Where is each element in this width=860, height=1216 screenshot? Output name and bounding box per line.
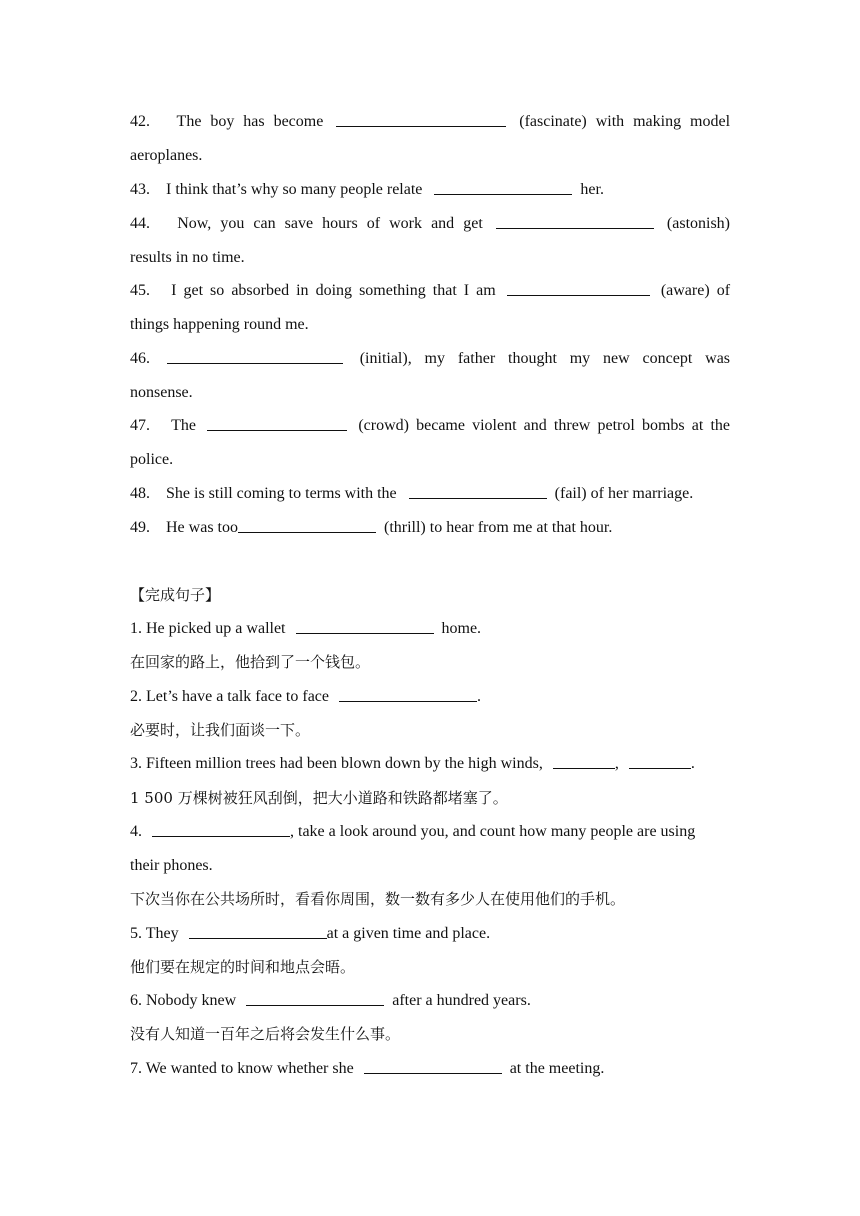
exercise-42 [130, 105, 730, 139]
sentence-text: . [477, 688, 481, 705]
answer-blank[interactable] [189, 937, 327, 939]
exercise-text: (thrill) to hear from me at that hour. [383, 519, 613, 536]
exercise-number: 43. [130, 181, 150, 198]
section-title: 【完成句子】 [130, 586, 221, 604]
exercise-text: (fascinate) with making model [519, 113, 731, 130]
sentence-text: their phones. [130, 857, 213, 874]
sentence-text: 7. We wanted to know whether she [130, 1060, 354, 1077]
exercise-text: things happening round me. [130, 316, 309, 333]
exercise-number: 46. [130, 350, 150, 367]
sentence-3-translation: 1 500 万棵树被狂风刮倒，把大小道路和铁路都堵塞了。 [130, 789, 508, 807]
answer-blank[interactable] [434, 193, 572, 195]
answer-blank[interactable] [507, 294, 650, 296]
exercise-text: I get so absorbed in doing something that I am [171, 282, 496, 299]
exercise-44-cont [130, 241, 730, 275]
sentence-text: home. [441, 620, 482, 637]
answer-blank[interactable] [238, 531, 376, 533]
exercise-text: police. [130, 451, 174, 468]
exercise-text: (initial), my father thought my new concept was [359, 350, 731, 367]
exercise-text: nonsense. [130, 384, 193, 401]
exercise-text: (fail) of her marriage. [554, 485, 694, 502]
exercise-48 [130, 477, 730, 511]
sentence-1-translation: 在回家的路上，他拾到了一个钱包。 [130, 653, 371, 671]
exercise-46-cont [130, 376, 730, 410]
exercise-text: He was too [166, 519, 238, 536]
exercise-text: I think that’s why so many people relate [166, 181, 423, 198]
sentence-text: at a given time and place. [326, 925, 491, 942]
exercise-44 [130, 207, 730, 241]
sentence-text: 1. He picked up a wallet [130, 620, 286, 637]
sentence-7 [130, 1052, 730, 1086]
sentence-text: 4. [130, 823, 142, 840]
sentence-4-translation: 下次当你在公共场所时，看看你周围，数一数有多少人在使用他们的手机。 [130, 890, 626, 908]
exercise-text: The boy has become [176, 113, 324, 130]
sentence-6-translation: 没有人知道一百年之后将会发生什么事。 [130, 1025, 401, 1043]
sentence-text: 6. Nobody knew [130, 992, 237, 1009]
sentence-text: , [614, 755, 619, 772]
sentence-2 [130, 680, 730, 714]
answer-blank[interactable] [152, 835, 290, 837]
exercise-number: 45. [130, 282, 150, 299]
exercise-number: 47. [130, 417, 150, 434]
answer-blank[interactable] [339, 700, 477, 702]
exercise-49 [130, 511, 730, 545]
exercise-number: 42. [130, 113, 150, 130]
answer-blank[interactable] [167, 362, 343, 364]
sentence-6 [130, 984, 730, 1018]
sentence-3 [130, 747, 730, 781]
exercise-text: (astonish) [666, 215, 731, 232]
sentence-text: , take a look around you, and count how many people are using [290, 823, 696, 840]
sentence-4 [130, 815, 730, 849]
sentence-text: . [690, 755, 695, 772]
exercise-45 [130, 274, 730, 308]
answer-blank[interactable] [207, 429, 347, 431]
exercise-text: aeroplanes. [130, 147, 203, 164]
exercise-number: 49. [130, 519, 150, 536]
answer-blank[interactable] [629, 767, 691, 769]
sentence-text: at the meeting. [509, 1060, 605, 1077]
exercise-47 [130, 409, 730, 443]
exercise-47-cont [130, 443, 730, 477]
exercise-text: She is still coming to terms with the [166, 485, 397, 502]
answer-blank[interactable] [364, 1072, 502, 1074]
exercise-46 [130, 342, 730, 376]
exercise-number: 44. [130, 215, 150, 232]
answer-blank[interactable] [553, 767, 615, 769]
exercise-text: The [171, 417, 197, 434]
exercise-42-cont [130, 139, 730, 173]
sentence-text: 5. They [130, 925, 179, 942]
exercise-45-cont [130, 308, 730, 342]
exercise-text: her. [580, 181, 604, 198]
answer-blank[interactable] [246, 1004, 384, 1006]
sentence-4-cont [130, 849, 730, 883]
answer-blank[interactable] [409, 497, 547, 499]
exercise-text: (aware) of [660, 282, 731, 299]
answer-blank[interactable] [336, 125, 506, 127]
sentence-5 [130, 917, 730, 951]
exercise-text: results in no time. [130, 249, 245, 266]
exercise-text: Now, you can save hours of work and get [177, 215, 483, 232]
sentence-text: 2. Let’s have a talk face to face [130, 688, 329, 705]
sentence-1 [130, 612, 730, 646]
answer-blank[interactable] [296, 632, 434, 634]
answer-blank[interactable] [496, 227, 654, 229]
sentence-2-translation: 必要时，让我们面谈一下。 [130, 721, 311, 739]
exercise-43 [130, 173, 730, 207]
sentence-text: after a hundred years. [392, 992, 531, 1009]
exercise-number: 48. [130, 485, 150, 502]
sentence-5-translation: 他们要在规定的时间和地点会晤。 [130, 958, 356, 976]
exercise-text: (crowd) became violent and threw petrol bombs at the [358, 417, 731, 434]
sentence-text: 3. Fifteen million trees had been blown down by the high winds, [130, 755, 543, 772]
